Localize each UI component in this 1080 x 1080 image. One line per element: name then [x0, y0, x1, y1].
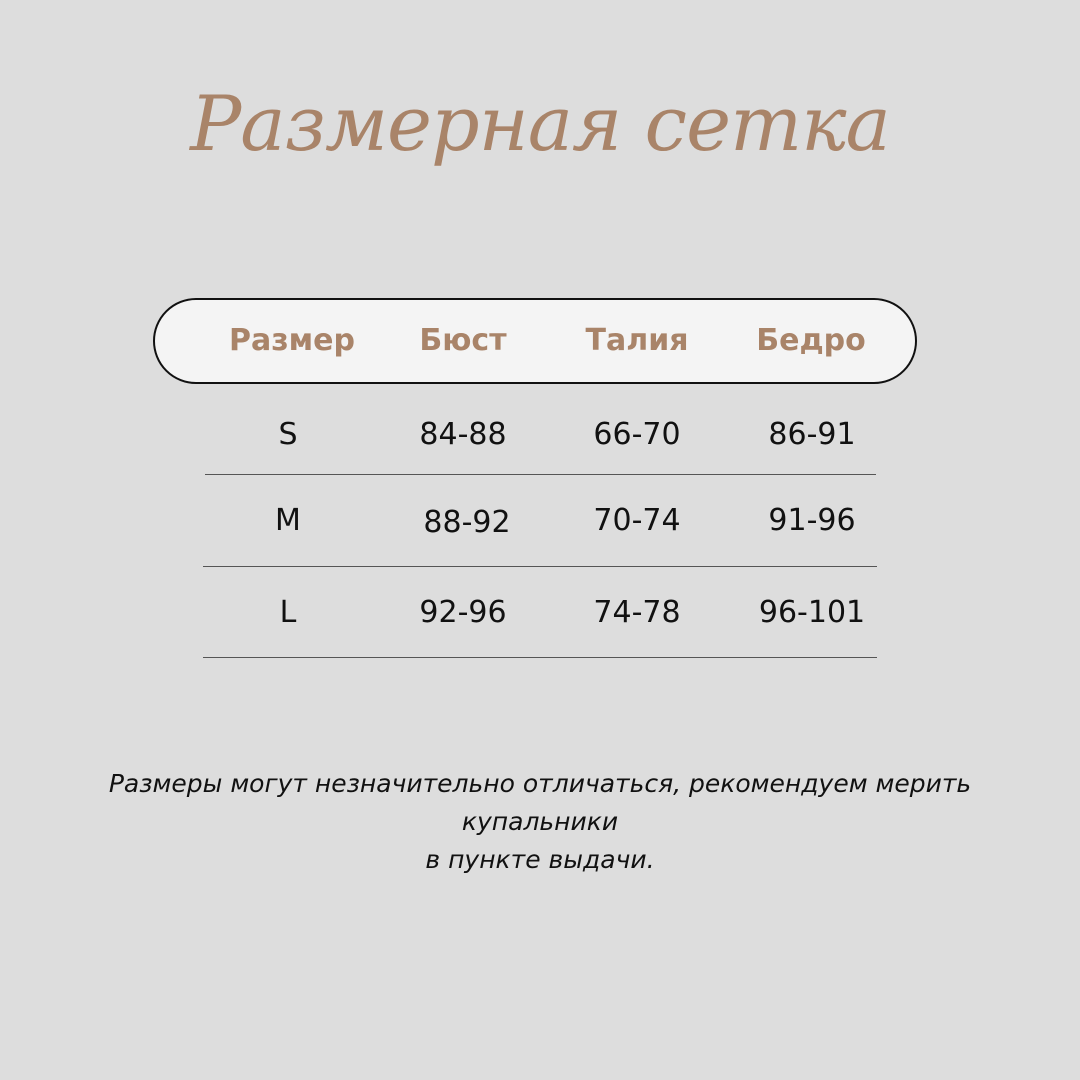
row-s-hips: 86-91	[768, 417, 856, 452]
row-m-size: M	[275, 503, 301, 538]
row-s-waist: 66-70	[593, 417, 681, 452]
header-size: Размер	[228, 323, 356, 358]
row-l-waist: 74-78	[593, 595, 681, 630]
row-m-bust: 88-92	[423, 505, 511, 540]
row-divider	[203, 657, 877, 658]
row-s-bust: 84-88	[419, 417, 507, 452]
row-m-hips: 91-96	[768, 503, 856, 538]
size-table-header	[153, 298, 917, 384]
sizing-note	[40, 765, 1040, 879]
header-hips: Бедро	[756, 323, 866, 358]
row-l-bust: 92-96	[419, 595, 507, 630]
row-s-size: S	[278, 417, 298, 452]
row-l-size: L	[279, 595, 297, 630]
page-title: Размерная сетка	[190, 79, 890, 168]
header-bust: Бюст	[419, 323, 507, 358]
row-divider	[205, 474, 876, 475]
row-divider	[203, 566, 877, 567]
header-waist: Талия	[585, 323, 689, 358]
sizing-note-line-1: Размеры могут незначительно отличаться, рекомендуем мерить купальники	[108, 769, 972, 836]
sizing-note-line-2: в пункте выдачи.	[425, 845, 655, 874]
row-m-waist: 70-74	[593, 503, 681, 538]
row-l-hips: 96-101	[758, 595, 866, 630]
